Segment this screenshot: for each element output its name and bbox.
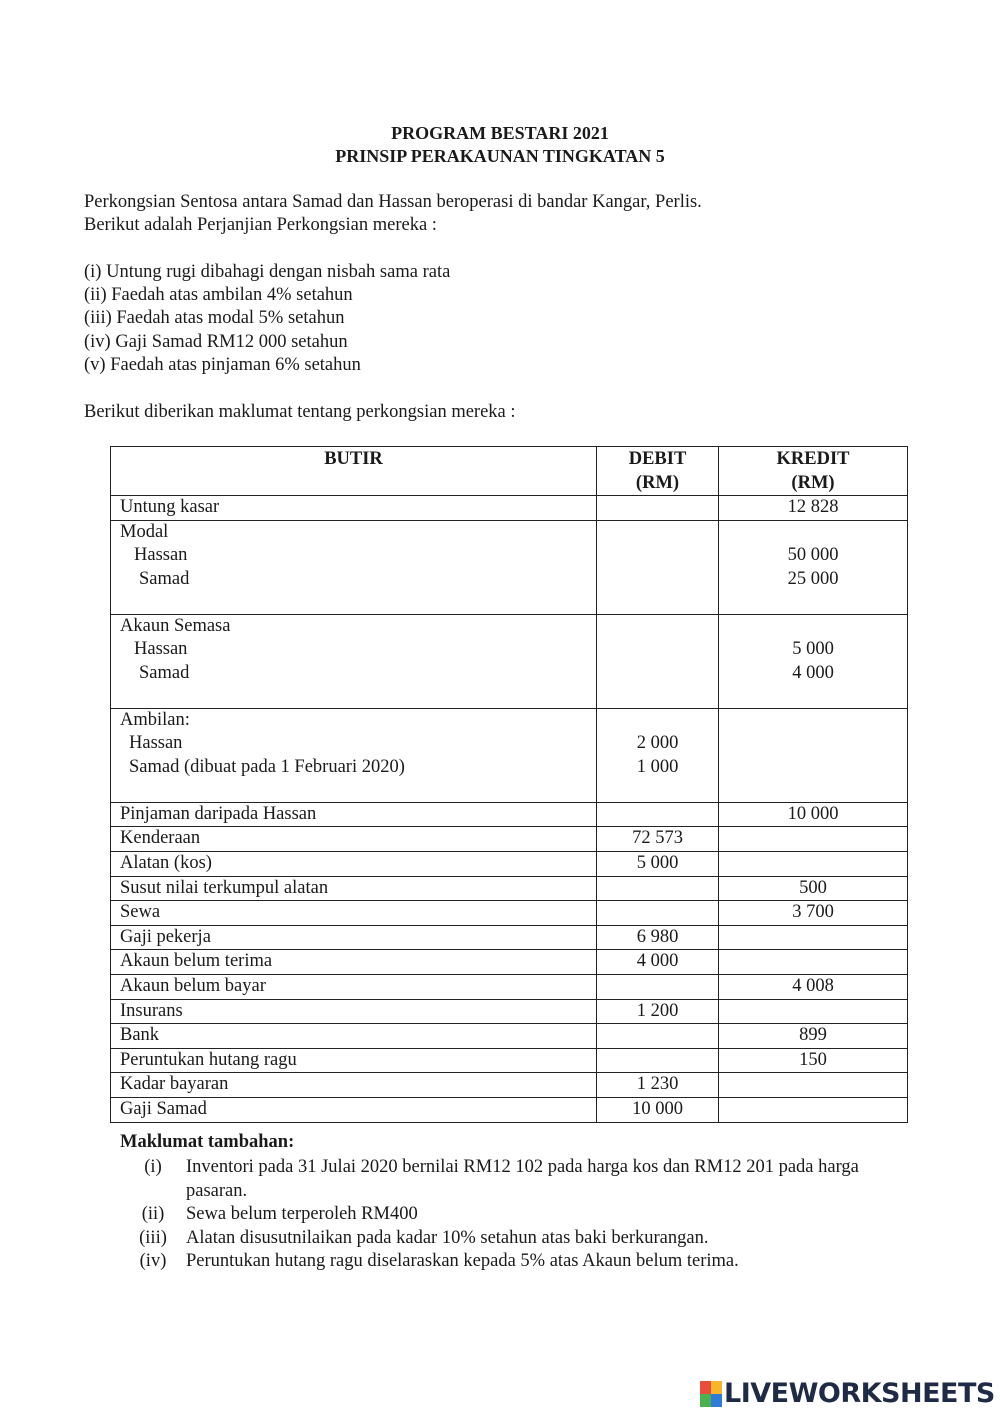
header-kredit — [719, 447, 908, 496]
akaun-semasa-kredit-cell — [719, 614, 908, 708]
akaun-semasa-hassan: Hassan — [134, 639, 188, 660]
table-row-akaun-semasa — [111, 614, 908, 708]
table-row — [111, 876, 908, 901]
document-title: PROGRAM BESTARI 2021 — [391, 123, 609, 143]
row-label: Untung kasar — [111, 496, 597, 521]
table-row — [111, 1097, 908, 1122]
row-label: Insurans — [111, 999, 597, 1024]
header-kredit-label: KREDIT — [776, 449, 850, 469]
table-row — [111, 827, 908, 852]
list-item-text: Inventori pada 31 Julai 2020 bernilai RM12 102 pada harga kos dan RM12 201 pada harga pasaran. — [186, 1157, 859, 1201]
ambilan-label: Ambilan: — [120, 709, 190, 730]
row-debit: 1 200 — [597, 999, 719, 1024]
akaun-semasa-label: Akaun Semasa — [120, 615, 231, 636]
akaun-semasa-samad: Samad — [139, 662, 190, 683]
row-debit: 72 573 — [597, 827, 719, 852]
row-kredit: 500 — [719, 876, 908, 901]
list-item-number: (iii) — [139, 1227, 167, 1248]
ambilan-hassan-debit: 2 000 — [636, 733, 679, 754]
liveworksheets-logo-text: LIVEWORKSHEETS — [724, 1378, 995, 1409]
row-kredit — [719, 925, 908, 950]
list-item-text: Peruntukan hutang ragu diselaraskan kepada 5% atas Akaun belum terima. — [186, 1251, 739, 1272]
table-row — [111, 974, 908, 999]
logo-square-yellow — [711, 1381, 722, 1394]
row-label: Pinjaman daripada Hassan — [111, 802, 597, 827]
akaun-semasa-samad-kredit: 4 000 — [792, 662, 834, 683]
extra-heading: Maklumat tambahan: — [120, 1132, 295, 1152]
row-label: Susut nilai terkumpul alatan — [111, 876, 597, 901]
table-row — [111, 901, 908, 926]
header-debit-label: DEBIT — [628, 449, 687, 469]
row-label: Kadar bayaran — [111, 1073, 597, 1098]
table-row — [111, 802, 908, 827]
extra-list — [120, 1156, 880, 1274]
list-item-text: Alatan disusutnilaikan pada kadar 10% setahun atas baki berkurangan. — [186, 1227, 709, 1248]
row-label: Kenderaan — [111, 827, 597, 852]
row-kredit: 899 — [719, 1024, 908, 1049]
row-kredit — [719, 827, 908, 852]
modal-hassan: Hassan — [134, 545, 188, 566]
row-debit — [597, 1048, 719, 1073]
modal-samad: Samad — [139, 568, 190, 589]
agreement-item-2: (ii) Faedah atas ambilan 4% setahun — [84, 285, 353, 305]
header-debit-unit: (RM) — [635, 472, 680, 493]
row-label: Gaji pekerja — [111, 925, 597, 950]
row-kredit — [719, 851, 908, 876]
intro-line-2: Berikut adalah Perjanjian Perkongsian mereka : — [84, 215, 437, 235]
list-item — [120, 1227, 880, 1251]
row-debit: 1 230 — [597, 1073, 719, 1098]
table-row — [111, 950, 908, 975]
row-kredit — [719, 1097, 908, 1122]
ambilan-hassan: Hassan — [129, 733, 183, 754]
row-label: Peruntukan hutang ragu — [111, 1048, 597, 1073]
modal-debit-cell — [597, 520, 719, 614]
agreement-item-4: (iv) Gaji Samad RM12 000 setahun — [84, 332, 348, 352]
ambilan-samad: Samad (dibuat pada 1 Februari 2020) — [129, 756, 405, 777]
row-debit — [597, 901, 719, 926]
row-kredit — [719, 950, 908, 975]
row-debit: 10 000 — [597, 1097, 719, 1122]
ambilan-kredit-cell — [719, 708, 908, 802]
row-kredit: 150 — [719, 1048, 908, 1073]
row-label: Akaun belum terima — [111, 950, 597, 975]
list-item — [120, 1250, 880, 1274]
logo-square-blue — [711, 1394, 722, 1407]
row-debit: 4 000 — [597, 950, 719, 975]
liveworksheets-logo — [700, 1378, 995, 1409]
modal-kredit-cell — [719, 520, 908, 614]
row-label: Bank — [111, 1024, 597, 1049]
info-lead: Berikut diberikan maklumat tentang perkongsian mereka : — [84, 402, 516, 422]
logo-square-red — [700, 1381, 711, 1394]
modal-hassan-kredit: 50 000 — [787, 545, 839, 566]
table-row — [111, 1073, 908, 1098]
row-kredit — [719, 1073, 908, 1098]
table-row — [111, 851, 908, 876]
row-debit — [597, 1024, 719, 1049]
row-debit — [597, 876, 719, 901]
row-kredit: 12 828 — [719, 496, 908, 521]
list-item — [120, 1156, 880, 1203]
ledger-table — [110, 446, 908, 1123]
header-kredit-unit: (RM) — [791, 472, 835, 493]
table-row — [111, 496, 908, 521]
table-row — [111, 925, 908, 950]
row-debit — [597, 974, 719, 999]
row-debit: 5 000 — [597, 851, 719, 876]
list-item-number: (iv) — [139, 1251, 167, 1272]
table-header-row — [111, 447, 908, 496]
akaun-semasa-hassan-kredit: 5 000 — [792, 639, 834, 660]
table-row — [111, 999, 908, 1024]
akaun-semasa-debit-cell — [597, 614, 719, 708]
list-item-number: (i) — [144, 1157, 162, 1177]
table-row-ambilan — [111, 708, 908, 802]
agreement-item-5: (v) Faedah atas pinjaman 6% setahun — [84, 355, 361, 375]
list-item — [120, 1203, 880, 1227]
agreement-item-3: (iii) Faedah atas modal 5% setahun — [84, 308, 345, 328]
modal-label-cell — [111, 520, 597, 614]
row-label: Akaun belum bayar — [111, 974, 597, 999]
list-item-number: (ii) — [141, 1204, 165, 1225]
row-label: Gaji Samad — [111, 1097, 597, 1122]
table-row — [111, 1024, 908, 1049]
row-label: Alatan (kos) — [111, 851, 597, 876]
modal-samad-kredit: 25 000 — [787, 568, 839, 589]
header-debit — [597, 447, 719, 496]
ambilan-debit-cell — [597, 708, 719, 802]
agreement-item-1: (i) Untung rugi dibahagi dengan nisbah sama rata — [84, 262, 451, 282]
ambilan-samad-debit: 1 000 — [636, 756, 679, 777]
logo-square-green — [700, 1394, 711, 1407]
document-subtitle: PRINSIP PERAKAUNAN TINGKATAN 5 — [335, 146, 665, 166]
header-butir: BUTIR — [111, 447, 597, 496]
intro-line-1: Perkongsian Sentosa antara Samad dan Hassan beroperasi di bandar Kangar, Perlis. — [84, 192, 702, 212]
row-debit: 6 980 — [597, 925, 719, 950]
row-kredit: 3 700 — [719, 901, 908, 926]
list-item-text: Sewa belum terperoleh RM400 — [186, 1204, 418, 1225]
table-row-modal — [111, 520, 908, 614]
row-kredit — [719, 999, 908, 1024]
row-kredit: 4 008 — [719, 974, 908, 999]
row-kredit: 10 000 — [719, 802, 908, 827]
liveworksheets-logo-icon — [700, 1381, 722, 1407]
row-debit — [597, 496, 719, 521]
row-label: Sewa — [111, 901, 597, 926]
ambilan-label-cell — [111, 708, 597, 802]
row-debit — [597, 802, 719, 827]
table-row — [111, 1048, 908, 1073]
modal-label: Modal — [120, 521, 169, 542]
akaun-semasa-label-cell — [111, 614, 597, 708]
